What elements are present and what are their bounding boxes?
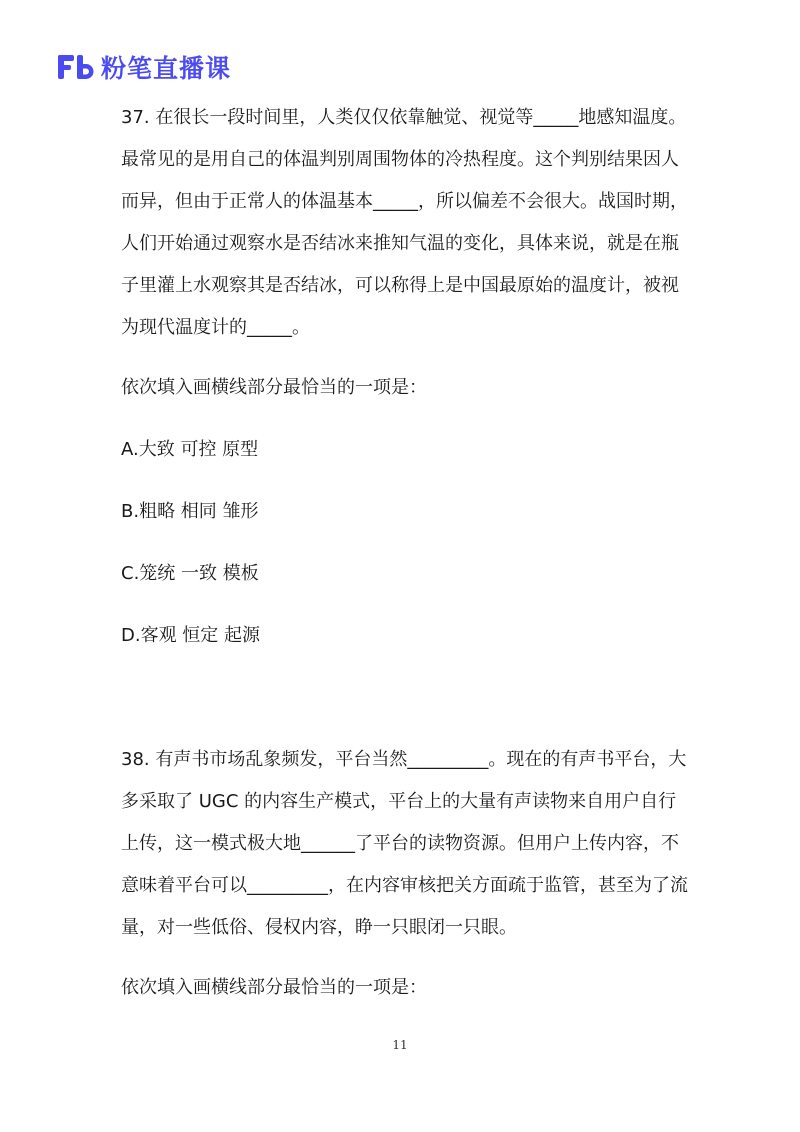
question-37-option-c: C.笼统 一致 模板: [121, 563, 259, 584]
question-37-prompt: 依次填入画横线部分最恰当的一项是：: [121, 377, 427, 398]
question-38-text: 38. 有声书市场乱象频发，平台当然_________。现在的有声书平台，大多采取了 UGC 的内容生产模式，平台上的大量有声读物来自用户自行上传，这一模式极大地______了平台的读物资源。但用户上传内容，不意味着平台可以_________，在内容审核把关方面疏于监管，甚至为了流量，对一些低俗、侵权内容，睁一只眼闭一只眼。: [121, 749, 688, 938]
brand-header: [57, 50, 231, 84]
page-number: 11: [392, 1038, 408, 1052]
brand-name: 粉笔直播课: [101, 54, 232, 83]
question-37-option-d: D.客观 恒定 起源: [121, 625, 261, 646]
question-38-prompt: 依次填入画横线部分最恰当的一项是：: [121, 977, 427, 998]
question-37-option-a: A.大致 可控 原型: [121, 439, 259, 460]
fb-logo-icon: [57, 52, 95, 82]
question-37-text: 37. 在很长一段时间里，人类仅仅依靠触觉、视觉等_____地感知温度。最常见的是用自己的体温判别周围物体的冷热程度。这个判别结果因人而异，但由于正常人的体温基本_____，所以偏差不会很大。战国时期，人们开始通过观察水是否结冰来推知气温的变化，具体来说，就是在瓶子里灌上水观察其是否结冰，可以称得上是中国最原始的温度计，被视为现代温度计的_____。: [121, 107, 688, 338]
document-body: [121, 97, 691, 1009]
question-37-option-b: B.粗略 相同 雏形: [121, 501, 259, 522]
